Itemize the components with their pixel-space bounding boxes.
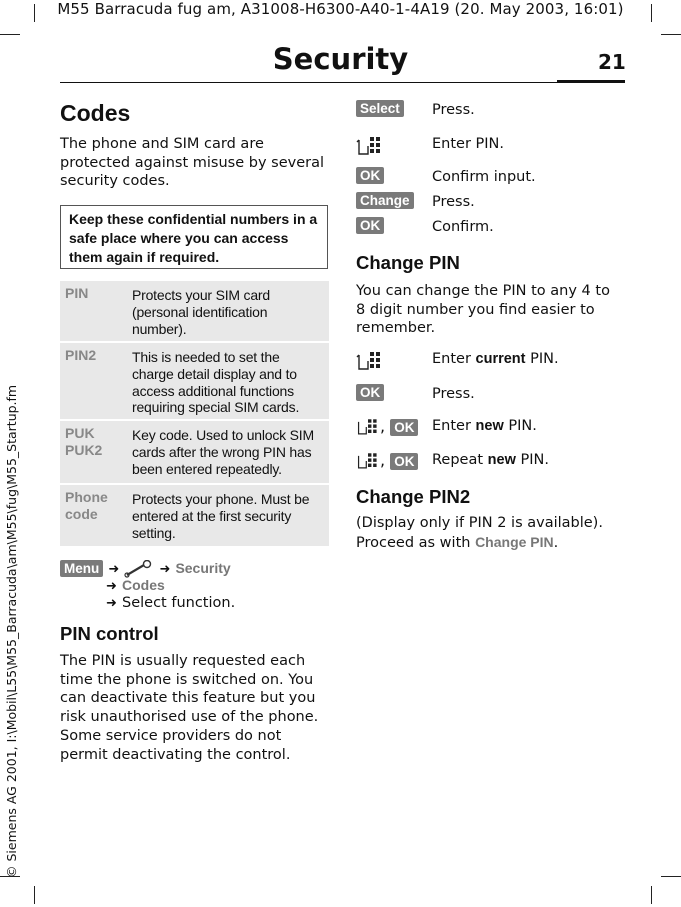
arrow-right-icon: ➜ — [106, 596, 117, 611]
ok-softkey[interactable]: OK — [390, 453, 418, 470]
page-title: Security — [272, 42, 409, 76]
separator: , — [380, 450, 386, 470]
header-rule — [60, 82, 625, 83]
crop-mark — [0, 34, 20, 35]
keypad-and-ok — [356, 416, 418, 438]
step-label: Press. — [432, 194, 475, 210]
code-row-puk — [60, 421, 329, 483]
menu-step-security[interactable]: Security — [175, 560, 231, 576]
arrow-right-icon: ➜ — [159, 562, 171, 577]
crop-mark — [34, 886, 35, 904]
step-label: Confirm input. — [432, 169, 536, 185]
change-pin2-heading: Change PIN2 — [356, 486, 471, 507]
step-label: Press. — [432, 386, 475, 402]
pin-control-text: The PIN is usually requested each time the phone is switched on. You can deactivate this feature but you risk unauthorised use of the phone. Some service providers do not permit deactivating the control. — [60, 653, 319, 763]
crop-mark — [661, 876, 681, 877]
step-label: Press. — [432, 102, 475, 118]
menu-step-select: Select function. — [122, 595, 236, 611]
pin-control-heading: PIN control — [60, 623, 159, 644]
menu-step-codes[interactable]: Codes — [122, 577, 165, 593]
document-info: M55 Barracuda fug am, A31008-H6300-A40-1-4A19 (20. May 2003, 16:01) — [57, 0, 624, 18]
arrow-right-icon: ➜ — [106, 579, 117, 594]
code-name: PUK PUK2 — [65, 425, 103, 458]
codes-intro: The phone and SIM card are protected against misuse by several security codes. — [60, 136, 324, 190]
step-label: Enter new PIN. — [432, 418, 537, 434]
confidential-note: Keep these confidential numbers in a safe place where you can access them again if required. — [60, 205, 328, 269]
code-desc: Key code. Used to unlock SIM cards after the wrong PIN has been entered repeatedly. — [132, 427, 314, 477]
page-number: 21 — [598, 50, 626, 74]
change-pin-heading: Change PIN — [356, 252, 460, 273]
code-row-pin — [60, 281, 329, 341]
crop-mark — [651, 886, 652, 904]
code-desc: Protects your SIM card (personal identification number). — [132, 287, 270, 337]
code-name: Phone code — [65, 489, 108, 522]
code-desc: Protects your phone. Must be entered at the first security setting. — [132, 491, 310, 541]
arrow-right-icon: ➜ — [108, 562, 120, 577]
code-row-phone-code — [60, 485, 329, 546]
crop-mark — [661, 34, 681, 35]
menu-softkey[interactable]: Menu — [60, 560, 103, 577]
ok-softkey[interactable]: OK — [356, 217, 384, 234]
change-pin2-text: (Display only if PIN 2 is available). Proceed as with Change PIN. — [356, 515, 603, 551]
change-pin-link[interactable]: Change PIN — [475, 533, 554, 550]
keypad-icon — [356, 134, 384, 158]
keypad-icon — [356, 349, 384, 373]
change-pin-text: You can change the PIN to any 4 to 8 digit number you find easier to remember. — [356, 283, 610, 337]
ok-softkey[interactable]: OK — [390, 419, 418, 436]
page-number-underline — [557, 80, 625, 83]
code-row-pin2 — [60, 343, 329, 419]
select-softkey[interactable]: Select — [356, 100, 404, 117]
codes-heading: Codes — [60, 100, 131, 126]
ok-softkey[interactable]: OK — [356, 384, 384, 401]
change-softkey[interactable]: Change — [356, 192, 414, 209]
ok-softkey[interactable]: OK — [356, 167, 384, 184]
keypad-and-ok — [356, 450, 418, 472]
step-label: Enter PIN. — [432, 136, 505, 152]
menu-path-line-3 — [106, 592, 235, 613]
menu-path — [60, 558, 330, 578]
keypad-icon — [356, 450, 380, 472]
separator: , — [380, 416, 386, 436]
step-label: Confirm. — [432, 219, 494, 235]
copyright-side-note: © Siemens AG 2001, I:\Mobil\L55\M55_Barracuda\am\M55\fug\M55_Startup.fm — [4, 384, 19, 878]
code-name: PIN2 — [65, 347, 97, 363]
step-label: Enter current PIN. — [432, 351, 559, 367]
step-label: Repeat new PIN. — [432, 452, 549, 468]
code-name: PIN — [65, 285, 89, 301]
code-desc: This is needed to set the charge detail display and to access additional functions requiring special SIM cards. — [132, 349, 300, 416]
keypad-icon — [356, 416, 380, 438]
